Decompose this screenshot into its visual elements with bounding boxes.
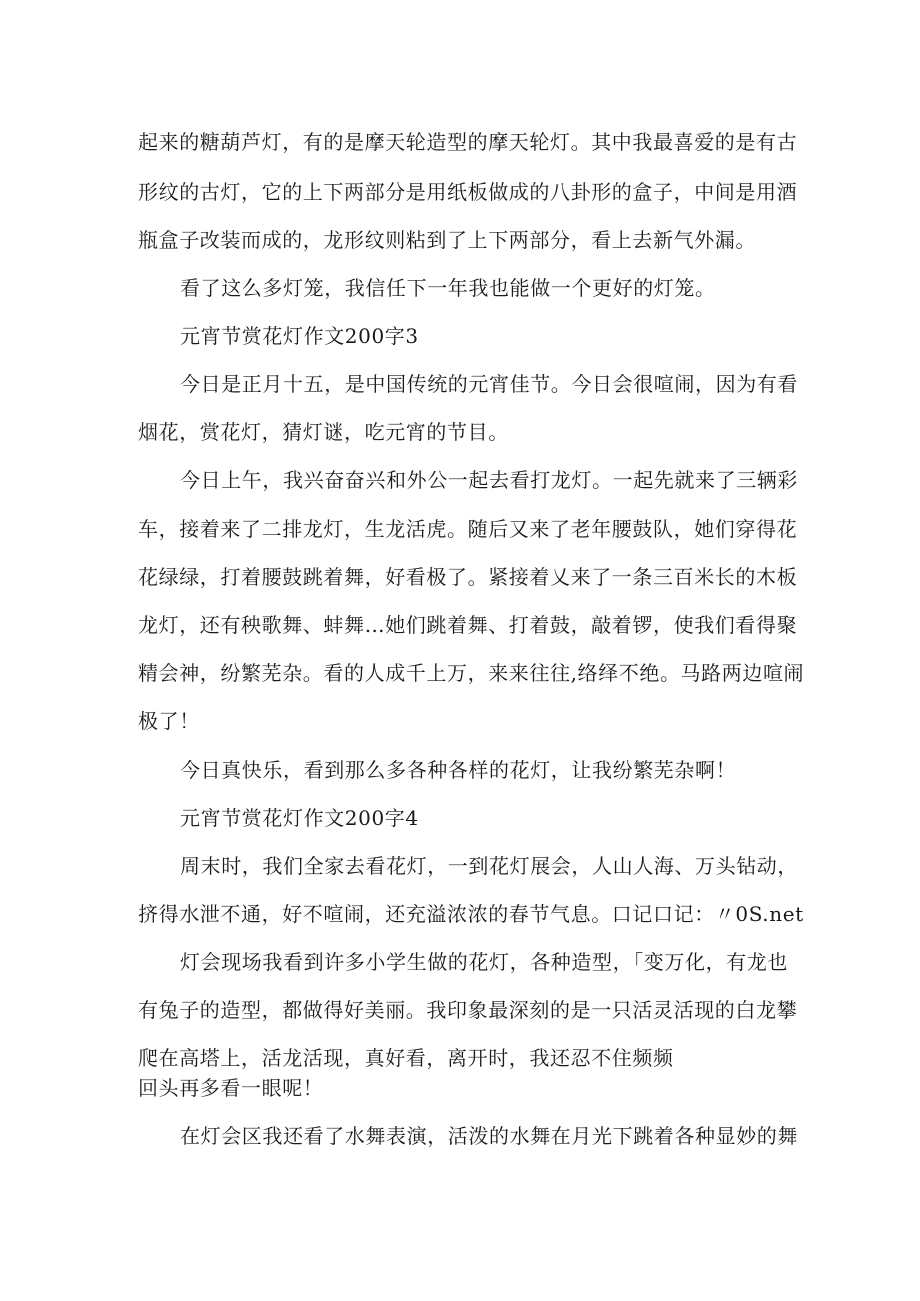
text-line: 极了！: [138, 709, 200, 733]
text-line: 车，接着来了二排龙灯，生龙活虎。随后又来了老年腰鼓队，她们穿得花: [138, 517, 798, 541]
text-line: 花绿绿，打着腰鼓跳着舞，好看极了。紧接着乂来了一条三百米长的木板: [138, 565, 798, 589]
text-line: 挤得水泄不通，好不喧闹，还充溢浓浓的春节气息。口记口记：〃0S.net: [138, 902, 804, 926]
text-line: 今日真快乐，看到那么多各种各样的花灯，让我纷繁芜杂啊！: [180, 758, 737, 782]
text-line: 在灯会区我还看了水舞表演，活泼的水舞在月光下跳着各种显妙的舞: [180, 1124, 798, 1148]
text-line: 起来的糖葫芦灯，有的是摩天轮造型的摩天轮灯。其中我最喜爱的是有古: [138, 130, 798, 154]
text-line: 今日上午，我兴奋奋兴和外公一起去看打龙灯。一起先就来了三辆彩: [180, 468, 798, 492]
text-line: 精会神，纷繁芜杂。看的人成千上万，来来往往,络绎不绝。马路两边喧闹: [138, 661, 805, 685]
text-line: 烟花，赏花灯，猜灯谜，吃元宵的节目。: [138, 420, 509, 444]
text-line: 今日是正月十五，是中国传统的元宵佳节。今日会很喧闹，因为有看: [180, 372, 798, 396]
text-line: 有兔子的造型，都做得好美丽。我印象最深刻的是一只活灵活现的白龙攀: [138, 998, 798, 1022]
text-line: 灯会现场我看到许多小学生做的花灯，各种造型，「变万化，有龙也: [180, 950, 788, 974]
text-line: 看了这么多灯笼，我信任下一年我也能做一个更好的灯笼。: [180, 276, 716, 300]
text-line: 周末时，我们全家去看花灯，一到花灯展会，人山人海、万头钻动，: [180, 854, 798, 878]
section-heading: 元宵节赏花灯作文200字4: [180, 806, 419, 830]
text-line: 回头再多看一眼呢！: [138, 1076, 324, 1100]
text-line: 爬在高塔上，活龙活现，真好看，离开时，我还忍不住频频: [138, 1046, 674, 1070]
section-heading: 元宵节赏花灯作文200字3: [180, 324, 419, 348]
text-line: 形纹的古灯，它的上下两部分是用纸板做成的八卦形的盒子，中间是用酒: [138, 180, 798, 204]
text-line: 龙灯，还有秧歌舞、蚌舞…她们跳着舞、打着鼓，敲着锣，使我们看得聚: [138, 613, 798, 637]
text-line: 瓶盒子改装而成的，龙形纹则粘到了上下两部分，看上去新气外漏。: [138, 228, 756, 252]
